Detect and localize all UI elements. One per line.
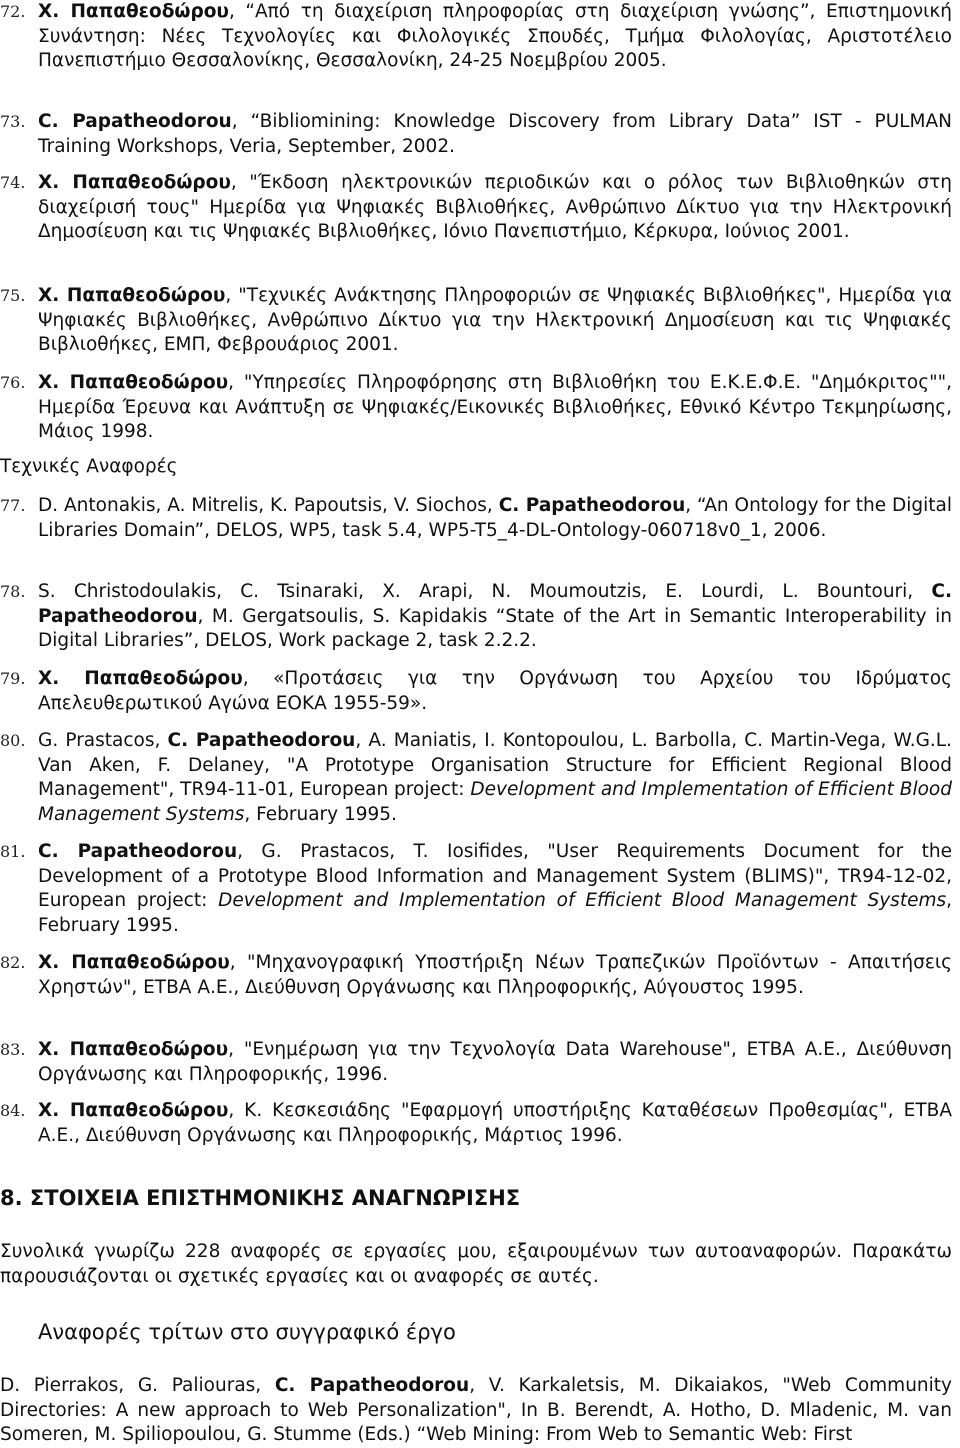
- entry-text: [38, 171, 952, 245]
- entry-text: [38, 110, 952, 159]
- author-name: C. Papatheodorou: [38, 111, 232, 132]
- author-name: Χ. Παπαθεοδώρου: [38, 285, 226, 306]
- citation-text: , G. Prastacos, T. Iosifides, "User Requirements Document for the Development of a Prototype Blood Information and Management System (BLIMS)", TR94-12-02, European project:: [38, 841, 952, 911]
- reference-entry-77: [0, 494, 952, 543]
- citation-text: , February 1995.: [244, 803, 397, 825]
- reference-entry-75: [0, 284, 952, 358]
- entry-number: 75.: [0, 286, 26, 305]
- citation-text: , M. Gergatsoulis, S. Kapidakis “State of the Art in Semantic Interoperability in Digital Libraries”, DELOS, Work package 2, task 2.2.2.: [38, 605, 952, 651]
- entry-text: [38, 1099, 952, 1148]
- entry-text: [38, 729, 952, 827]
- citation-text: , "Υπηρεσίες Πληροφόρησης στη Βιβλιοθήκη του Ε.Κ.Ε.Φ.Ε. "Δημόκριτος"", Ημερίδα Έρευνα και Ανάπτυξη σε Ψηφιακές/Εικονικές Βιβλιοθήκες, Εθνικό Κέντρο Τεκμηρίωσης, Μάιος 1998.: [38, 372, 952, 442]
- entry-number: 78.: [0, 582, 26, 601]
- reference-entry-78: [0, 580, 952, 654]
- citation-text: , Κ. Κεσκεσιάδης "Εφαρμογή υποστήριξης Καταθέσεων Προθεσμίας", ΕΤΒΑ Α.Ε., Διεύθυνση Οργάνωσης και Πληροφορικής, Μάρτιος 1996.: [38, 1100, 952, 1146]
- author-name: Χ. Παπαθεοδώρου: [38, 1, 229, 22]
- entry-number: 82.: [0, 953, 26, 972]
- entry-text: [38, 951, 952, 1000]
- citation-entry: [0, 1374, 952, 1448]
- entry-number: 77.: [0, 496, 26, 515]
- reference-entry-82: [0, 951, 952, 1000]
- entry-text: [38, 494, 952, 543]
- entry-text: [38, 284, 952, 358]
- citation-text: , “Bibliomining: Knowledge Discovery from Library Data” IST - PULMAN Training Workshops, Veria, September, 2002.: [38, 111, 952, 157]
- author-name: C. Papatheodorou: [38, 841, 238, 862]
- citation-text: , V. Karkaletsis, M. Dikaiakos, "Web Community Directories: A new approach to Web Personalization", In B. Berendt, A. Hotho, D. Mladenic, M. van Someren, M. Spiliopoulou, G. Stumme (Eds.) “Web Mining: From Web to Semantic Web: First: [0, 1375, 952, 1445]
- entry-text: [38, 840, 952, 938]
- section-8-intro: Συνολικά γνωρίζω 228 αναφορές σε εργασίες μου, εξαιρουμένων των αυτοαναφορών. Παρακάτω παρουσιάζονται οι σχετικές εργασίες και οι αναφορές σε αυτές.: [0, 1241, 952, 1287]
- citation-text: D. Pierrakos, G. Paliouras,: [0, 1375, 275, 1396]
- citation-text: , A. Maniatis, I. Kontopoulou, L. Barbolla, C. Martin-Vega, W.G.L. Van Aken, F. Delaney, "A Prototype Organisation Structure for Efficient Regional Blood Management", TR94-11-01, European project:: [38, 730, 952, 800]
- reference-entry-74: [0, 171, 952, 245]
- citation-text: , «Προτάσεις για την Οργάνωση του Αρχείου του Ιδρύματος Απελευθερωτικού Αγώνα ΕΟΚΑ 1955-59».: [38, 668, 952, 714]
- author-name: Χ. Παπαθεοδώρου: [38, 1100, 229, 1121]
- reference-entry-79: [0, 667, 952, 716]
- entry-number: 81.: [0, 842, 26, 861]
- third-party-citations-heading: Αναφορές τρίτων στο συγγραφικό έργο: [38, 1320, 456, 1344]
- reference-entry-84: [0, 1099, 952, 1148]
- reference-entry-76: [0, 371, 952, 445]
- author-name: Χ. Παπαθεοδώρου: [38, 172, 231, 193]
- citation-text: , “An Ontology for the Digital Libraries Domain”, DELOS, WP5, task 5.4, WP5-T5_4-DL-Ontology-060718v0_1, 2006.: [38, 495, 952, 541]
- project-title: Development and Implementation of Efficient Blood Management Systems: [38, 779, 952, 825]
- author-name: Χ. Παπαθεοδώρου: [38, 372, 229, 393]
- entry-number: 83.: [0, 1040, 26, 1059]
- subheading-technical-reports: Τεχνικές Αναφορές: [0, 456, 178, 477]
- entry-text: [38, 580, 952, 654]
- citation-text: , "Τεχνικές Ανάκτησης Πληροφοριών σε Ψηφιακές Βιβλιοθήκες", Ημερίδα για Ψηφιακές Βιβλιοθήκες, Ανθρώπινο Δίκτυο για την Ηλεκτρονική Δημοσίευση και τις Ψηφιακές Βιβλιοθήκες, ΕΜΠ, Φεβρουάριος 2001.: [38, 285, 952, 355]
- author-name: C. Papatheodorou: [167, 730, 356, 751]
- citation-text: , "Ενημέρωση για την Τεχνολογία Data Warehouse", ΕΤΒΑ Α.Ε., Διεύθυνση Οργάνωσης και Πληροφορικής, 1996.: [38, 1039, 952, 1085]
- entry-number: 72.: [0, 2, 26, 21]
- reference-entry-83: [0, 1038, 952, 1087]
- reference-entry-81: [0, 840, 952, 938]
- project-title: Development and Implementation of Efficient Blood Management Systems: [218, 890, 947, 911]
- citation-text: , “Από τη διαχείριση πληροφορίας στη διαχείριση γνώσης”, Επιστημονική Συνάντηση: Νέες Τεχνολογίες και Φιλολογικές Σπουδές, Τμήμα Φιλολογίας, Αριστοτέλειο Πανεπιστήμιο Θεσσαλονίκης, Θεσσαλονίκη, 24-25 Νοεμβρίου 2005.: [38, 1, 952, 71]
- citation-text: D. Antonakis, A. Mitrelis, K. Papoutsis, V. Siochos,: [38, 495, 499, 516]
- reference-entry-73: [0, 110, 952, 159]
- citation-text: , "Μηχανογραφική Υποστήριξη Νέων Τραπεζικών Προϊόντων - Απαιτήσεις Χρηστών", ΕΤΒΑ Α.Ε., Διεύθυνση Οργάνωσης και Πληροφορικής, Αύγουστος 1995.: [38, 952, 952, 998]
- citation-text: G. Prastacos,: [38, 730, 168, 751]
- entry-number: 76.: [0, 373, 26, 392]
- author-name: C. Papatheodorou: [274, 1375, 470, 1396]
- entry-number: 80.: [0, 731, 26, 750]
- entry-text: [38, 0, 952, 74]
- author-name: Χ. Παπαθεοδώρου: [38, 952, 230, 973]
- entry-number: 84.: [0, 1101, 26, 1120]
- entry-number: 79.: [0, 669, 26, 688]
- author-name: Χ. Παπαθεοδώρου: [38, 1039, 229, 1060]
- author-name: C. Papatheodorou: [38, 581, 952, 627]
- citation-text: , February 1995.: [38, 890, 953, 936]
- section-8-title: 8. ΣΤΟΙΧΕΙΑ ΕΠΙΣΤΗΜΟΝΙΚΗΣ ΑΝΑΓΝΩΡΙΣΗΣ: [0, 1186, 521, 1210]
- citation-text: S. Christodoulakis, C. Tsinaraki, X. Arapi, N. Moumoutzis, E. Lourdi, L. Bountouri,: [38, 581, 932, 602]
- entry-text: [38, 667, 952, 716]
- entry-number: 74.: [0, 173, 26, 192]
- reference-entry-72: [0, 0, 952, 74]
- reference-entry-80: [0, 729, 952, 827]
- entry-number: 73.: [0, 112, 26, 131]
- citation-text: , "Έκδοση ηλεκτρονικών περιοδικών και ο ρόλος των Βιβλιοθηκών στη διαχείρισή τους" Ημερίδα για Ψηφιακές Βιβλιοθήκες, Ανθρώπινο Δίκτυο για την Ηλεκτρονική Δημοσίευση και τις Ψηφιακές Βιβλιοθήκες, Ιόνιο Πανεπιστήμιο, Κέρκυρα, Ιούνιος 2001.: [38, 172, 952, 242]
- author-name: C. Papatheodorou: [498, 495, 686, 516]
- author-name: Χ. Παπαθεοδώρου: [38, 668, 243, 689]
- entry-text: [38, 371, 952, 445]
- entry-text: [38, 1038, 952, 1087]
